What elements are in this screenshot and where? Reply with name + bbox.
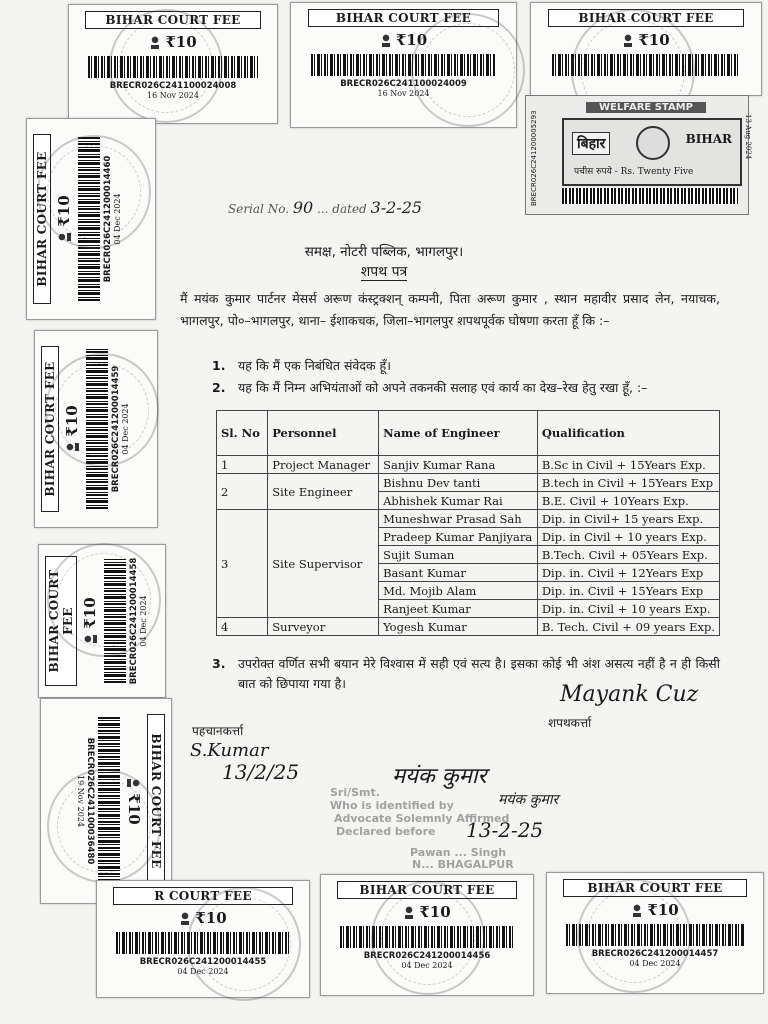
identifier-label: पहचानकर्त्ता [192,724,244,738]
seal-mark [47,769,161,883]
welfare-box [562,118,742,186]
stamp-code: BRECR026C241200014457 [591,949,719,959]
seal-mark [371,881,485,995]
stamp-value: ₹10 [125,793,143,825]
header-sl: Sl. No [217,411,268,456]
emblem-icon [636,126,670,160]
point-number: 2. [212,380,226,395]
court-fee-stamp [530,2,762,96]
cell-engineer-name: Pradeep Kumar Panjiyara [379,528,538,546]
cell-personnel: Surveyor [268,618,379,636]
serial-label: Serial No. [228,202,290,216]
stamp-title: BIHAR COURT FEE [147,714,165,887]
stamp-value: ₹10 [647,901,679,919]
seal-mark [37,135,151,249]
court-fee-stamp [34,330,158,528]
point-2 [212,378,720,398]
stamp-date: 04 Dec 2024 [121,403,130,455]
emblem-icon [380,33,392,47]
point-text: यह कि मैं एक निबंधित संवेदक हूँ। [238,358,391,373]
table-row [217,618,720,636]
stamp-value: ₹10 [419,903,451,921]
stamp-title: BIHAR COURT FEE [33,134,51,304]
seal-mark [109,9,223,123]
addressee-line: समक्ष, नोटरी पब्लिक, भागलपुर। [304,244,464,260]
serial-date: 3-2-25 [370,198,423,217]
stamp-date: 19 Nov 2024 [76,775,85,827]
barcode [562,188,738,204]
court-fee-stamp [546,872,764,994]
stamp-date: 04 Dec 2024 [629,959,681,968]
stamp-date: 04 Dec 2024 [177,967,229,976]
serial-dated-label: dated [332,202,367,216]
court-fee-stamp [26,118,156,320]
document-title: शपथ पत्र [360,264,408,280]
notary-place: N... BHAGALPUR [412,858,514,871]
stamp-date: 04 Dec 2024 [139,595,148,647]
stamp-title: BIHAR COURT FEE [45,556,77,686]
deponent-signature: Mayank Cuz [560,682,699,707]
court-fee-stamp [320,874,534,996]
notary-line: Declared before [336,825,436,838]
stamp-value: ₹10 [81,597,99,629]
cell-engineer-name: Sanjiv Kumar Rana [379,456,538,474]
seal-mark [45,353,159,467]
cell-personnel: Site Engineer [268,474,379,510]
seal-mark [577,879,691,993]
table-row [217,456,720,474]
welfare-value: पचीस रुपये - Rs. Twenty Five [574,167,694,177]
court-fee-stamp [40,698,172,904]
cell-qualification: B.Tech. Civil + 05Years Exp. [537,546,719,564]
cell-engineer-name: Sujit Suman [379,546,538,564]
cell-personnel: Site Supervisor [268,510,379,618]
stamp-title: BIHAR COURT FEE [563,879,746,897]
stamp-value: ₹10 [165,33,197,51]
cell-sl-no: 3 [217,510,268,618]
cell-qualification: B. Tech. Civil + 09 years Exp. [537,618,719,636]
stamp-code: BRECR026C241100024008 [109,81,237,91]
stamp-code: BRECR026C241200014459 [111,365,121,493]
welfare-stamp [525,95,752,215]
welfare-title: WELFARE STAMP [586,102,706,113]
stamp-code: BRECR026C241200014458 [129,557,139,685]
identifier-date: 13/2/25 [222,760,300,784]
stamp-code: BRECR026C241200014460 [103,155,113,283]
cell-qualification: B.E. Civil + 10Years Exp. [537,492,719,510]
cell-sl-no: 1 [217,456,268,474]
stamp-title: BIHAR COURT FEE [337,881,517,899]
seal-mark [47,543,161,657]
table-row [217,474,720,492]
engineer-table [216,410,720,636]
stamp-code: BRECR026C241100024009 [340,79,467,89]
table-header-row [217,411,720,456]
cell-engineer-name: Yogesh Kumar [379,618,538,636]
notary-name-hand-2: मयंक कुमार [498,792,559,808]
table-row [217,510,720,528]
cell-qualification: B.Sc in Civil + 15Years Exp. [537,456,719,474]
stamp-title: BIHAR COURT FEE [548,9,743,27]
stamp-date: 04 Dec 2024 [113,193,122,245]
court-fee-stamp [38,544,166,698]
point-number: 1. [212,358,226,373]
seal-mark [187,887,301,1001]
stamp-value: ₹10 [63,405,81,437]
stamp-code: BRECR026C241200014455 [139,957,267,967]
notary-name: Pawan ... Singh [410,846,507,859]
cell-qualification: Dip. in. Civil + 12Years Exp [537,564,719,582]
notary-line: Who is identified by [330,799,454,812]
serial-line: Serial No. 90 ... dated 3-2-25 [228,198,423,217]
serial-number: 90 [292,198,314,217]
cell-qualification: Dip. in Civil + 10 years Exp. [537,528,719,546]
cell-qualification: Dip. in. Civil + 10 years Exp. [537,600,719,618]
header-name: Name of Engineer [379,411,538,456]
stamp-title: BIHAR COURT FEE [308,9,499,27]
cell-engineer-name: Md. Mojib Alam [379,582,538,600]
cell-engineer-name: Bishnu Dev tanti [379,474,538,492]
emblem-icon [179,911,191,925]
cell-sl-no: 4 [217,618,268,636]
cell-engineer-name: Muneshwar Prasad Sah [379,510,538,528]
point-text: यह कि मैं निम्न अभियंताओं को अपने तकनकी सलाह एवं कार्य का देख–रेख हेतु रखा हूँ, :– [238,380,648,395]
deponent-label: शपथकर्त्ता [548,716,592,730]
court-fee-stamp [68,4,278,124]
cell-engineer-name: Basant Kumar [379,564,538,582]
intro-paragraph: मैं मयंक कुमार पार्टनर मेसर्स अरूण कंस्ट्रक्शन् कम्पनी, पिता अरूण कुमार , स्थान महावीर प्रसाद लेन, नयाचक, भागलपुर, पो०–भागलपुर, थाना– ईशाकचक, जिला–भागलपुर शपथपूर्वक घोषणा करता हूँ कि :– [180,291,720,328]
welfare-english: BIHAR [685,132,732,146]
header-qualification: Qualification [537,411,719,456]
stamp-date: 04 Dec 2024 [401,961,453,970]
point-1 [212,356,720,376]
stamp-value: ₹10 [638,31,670,49]
seal-mark [411,13,525,127]
welfare-date: 13 Aug 2024 [744,114,752,160]
stamp-date: 16 Nov 2024 [147,91,199,100]
cell-qualification: Dip. in Civil+ 15 years Exp. [537,510,719,528]
stamp-date: 16 Nov 2024 [377,89,430,98]
cell-engineer-name: Abhishek Kumar Rai [379,492,538,510]
welfare-hindi: बिहार [572,132,610,155]
cell-sl-no: 2 [217,474,268,510]
cell-personnel: Project Manager [268,456,379,474]
header-personnel: Personnel [268,411,379,456]
stamp-code: BRECR026C241200014456 [363,951,491,961]
cell-qualification: Dip. in. Civil + 15Years Exp [537,582,719,600]
stamp-value: ₹10 [395,31,428,49]
stamp-code: BRECR026C241100036480 [85,737,95,865]
stamp-title: R COURT FEE [113,887,293,905]
notary-name-hand: मयंक कुमार [392,764,487,789]
cell-qualification: B.tech in Civil + 15Years Exp [537,474,719,492]
notary-line: Sri/Smt. [330,786,380,799]
point-number: 3. [212,656,226,671]
court-fee-stamp [290,2,517,128]
court-fee-stamp [96,880,310,998]
identifier-signature: S.Kumar [190,740,269,761]
stamp-title: BIHAR COURT FEE [85,11,262,29]
stamp-value: ₹10 [195,909,227,927]
notary-date-hand: 13-2-25 [466,818,544,842]
cell-engineer-name: Ranjeet Kumar [379,600,538,618]
notary-line: Advocate Solemnly Affirmed [334,812,510,825]
stamp-title: BIHAR COURT FEE [41,346,59,513]
welfare-code: BRECR026C241200005293 [530,110,538,206]
point-text: उपरोक्त वर्णित सभी बयान मेरे विश्वास में सही एवं सत्य है। इसका कोई भी अंश असत्य नहीं है न ही किसी बात को छिपाया गया है। [238,656,720,691]
stamp-value: ₹10 [55,195,73,227]
